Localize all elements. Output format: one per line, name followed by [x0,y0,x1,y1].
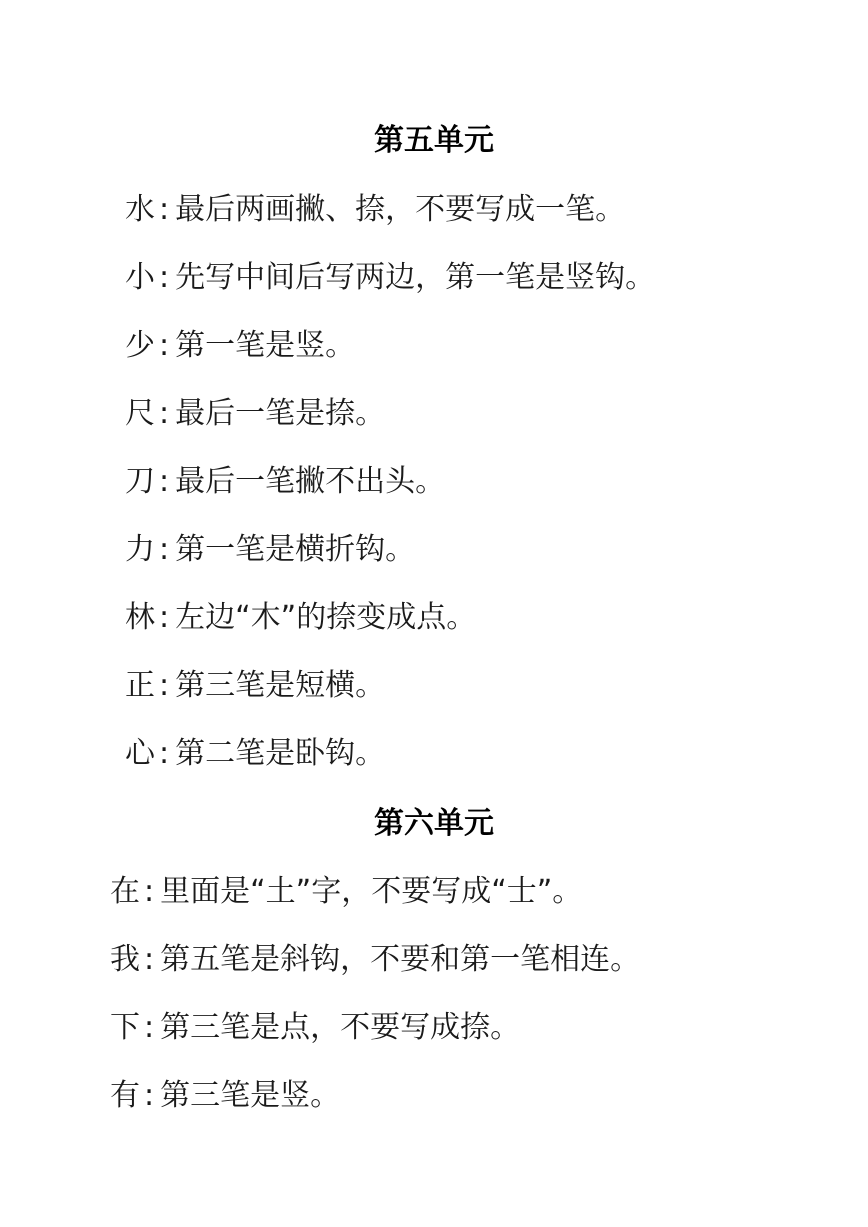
unit6-title: 第六单元 [374,806,494,841]
item-note: 最后一笔是捺。 [175,396,386,431]
list-item [125,666,385,706]
item-separator: : [159,260,170,295]
item-character: 在 [110,874,140,909]
item-note: 第一笔是竖。 [175,328,356,363]
item-note: 第二笔是卧钩。 [175,736,386,771]
list-item [110,1076,340,1116]
list-item [125,734,385,774]
item-character: 正 [125,668,155,703]
unit5-title: 第五单元 [374,123,494,158]
item-note: 左边“木”的捺变成点。 [175,600,477,635]
item-character: 尺 [125,396,155,431]
item-character: 小 [125,260,155,295]
item-character: 刀 [125,464,155,499]
item-character: 我 [110,942,140,977]
item-character: 力 [125,532,155,567]
item-character: 心 [125,736,155,771]
item-separator: : [159,668,170,703]
item-note: 最后一笔撇不出头。 [175,464,446,499]
list-item [125,326,355,366]
item-character: 水 [125,192,155,227]
item-character: 林 [125,600,155,635]
item-separator: : [144,942,155,977]
item-separator: : [159,736,170,771]
item-separator: : [144,1078,155,1113]
list-item [125,530,415,570]
item-note: 第三笔是竖。 [160,1078,341,1113]
list-item [125,394,385,434]
list-item [110,872,582,912]
item-separator: : [159,328,170,363]
item-separator: : [144,874,155,909]
item-character: 有 [110,1078,140,1113]
list-item [110,940,640,980]
item-separator: : [144,1010,155,1045]
item-note: 第一笔是横折钩。 [175,532,416,567]
list-item [110,1008,520,1048]
list-item [125,462,445,502]
item-note: 第三笔是点，不要写成捺。 [160,1010,521,1045]
item-note: 最后两画撇、捺，不要写成一笔。 [175,192,626,227]
item-note: 先写中间后写两边，第一笔是竖钩。 [175,260,656,295]
item-character: 少 [125,328,155,363]
item-character: 下 [110,1010,140,1045]
item-note: 第五笔是斜钩，不要和第一笔相连。 [160,942,641,977]
list-item [125,190,625,230]
item-separator: : [159,532,170,567]
item-separator: : [159,464,170,499]
item-note: 里面是“土”字，不要写成“士”。 [160,874,583,909]
item-note: 第三笔是短横。 [175,668,386,703]
item-separator: : [159,192,170,227]
list-item [125,598,476,638]
list-item [125,258,655,298]
item-separator: : [159,600,170,635]
item-separator: : [159,396,170,431]
